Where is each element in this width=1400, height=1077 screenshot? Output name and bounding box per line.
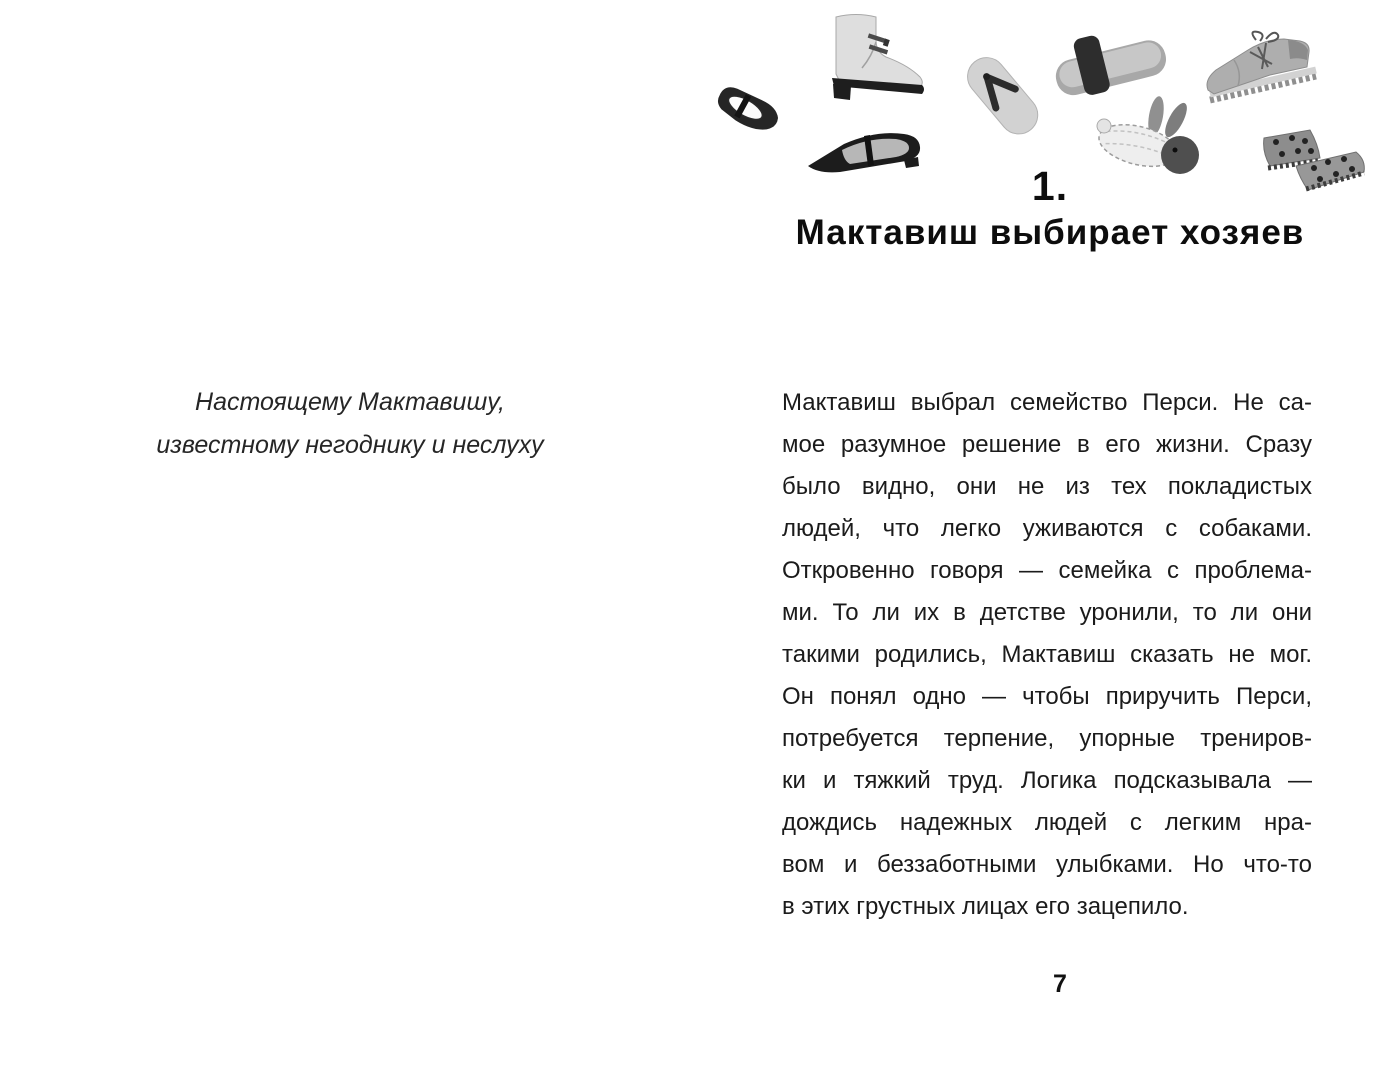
right-page bbox=[700, 0, 1400, 1077]
body-line: в этих грустных лицах его зацепило. bbox=[782, 893, 1189, 920]
slide-sandal-icon bbox=[1048, 20, 1170, 100]
body-line: такими родились, Мактавиш сказать не мог. bbox=[782, 641, 1312, 668]
ankle-boot-icon bbox=[816, 12, 928, 104]
body-line: ки и тяжкий труд. Логика подсказывала — bbox=[782, 767, 1312, 794]
body-line: Он понял одно — чтобы приручить Перси, bbox=[782, 683, 1312, 710]
body-line: Откровенно говоря — семейка с проблема- bbox=[782, 557, 1312, 584]
dedication-line-2: известному негоднику и неслуху bbox=[156, 431, 544, 459]
chapter-number: 1. bbox=[1031, 163, 1069, 209]
body-line: мое разумное решение в его жизни. Сразу bbox=[782, 431, 1312, 458]
sneaker-icon bbox=[1200, 28, 1326, 108]
chapter-body bbox=[782, 382, 1312, 928]
chapter-title: Мактавиш выбирает хозяев bbox=[795, 213, 1305, 252]
body-line: дождись надежных людей с легким нра- bbox=[782, 809, 1312, 836]
dedication-line-1: Настоящему Мактавишу, bbox=[195, 388, 505, 416]
body-line: было видно, они не из тех покладистых bbox=[782, 473, 1312, 500]
mary-jane-shoe-icon bbox=[712, 70, 786, 146]
body-line: вом и беззаботными улыбками. Но что-то bbox=[782, 851, 1312, 878]
body-line: ми. То ли их в детстве уронили, то ли они bbox=[782, 599, 1312, 626]
body-line: Мактавиш выбрал семейство Перси. Не са- bbox=[782, 389, 1312, 416]
body-line: потребуется терпение, упорные трениров- bbox=[782, 725, 1312, 752]
body-line: людей, что легко уживаются с собаками. bbox=[782, 515, 1312, 542]
dedication bbox=[60, 381, 640, 467]
flip-flop-icon bbox=[952, 54, 1052, 136]
page-number: 7 bbox=[1053, 970, 1067, 998]
